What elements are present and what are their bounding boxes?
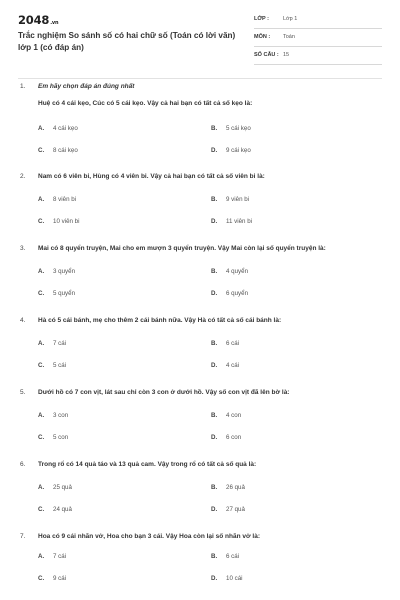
instruction-text: Em hãy chọn đáp án đúng nhất: [38, 83, 135, 90]
answer-option[interactable]: D. 6 quyển: [211, 290, 249, 297]
answer-option[interactable]: C. 24 quả: [38, 506, 72, 513]
answer-option[interactable]: A. 7 cái: [38, 553, 67, 560]
question-number: 4.: [20, 317, 26, 324]
meta-label: MÔN :: [254, 34, 271, 40]
meta-row-count: [254, 50, 382, 65]
meta-label: LỚP :: [254, 16, 269, 22]
answer-option[interactable]: A. 8 viên bi: [38, 196, 77, 203]
logo-text: 2048: [18, 13, 50, 27]
meta-row-class: [254, 14, 382, 29]
meta-value: Toán: [283, 34, 295, 40]
answer-option[interactable]: C. 10 viên bi: [38, 218, 80, 225]
question-text: Mai có 8 quyển truyện, Mai cho em mượn 3 quyển truyện. Vậy Mai còn lại số quyển truyện là:: [38, 245, 326, 252]
answer-option[interactable]: C. 5 cái: [38, 362, 67, 369]
answer-option[interactable]: D. 4 cái: [211, 362, 240, 369]
logo-suffix: .vn: [50, 20, 59, 26]
answer-option[interactable]: B. 6 cái: [211, 553, 240, 560]
meta-label: SỐ CÂU :: [254, 52, 279, 58]
answer-option[interactable]: B. 4 quyển: [211, 268, 249, 275]
question-number: 7.: [20, 533, 26, 540]
answer-option[interactable]: A. 25 quả: [38, 484, 72, 491]
question-number: 5.: [20, 389, 26, 396]
site-logo[interactable]: [18, 13, 58, 27]
question-number: 1.: [20, 83, 26, 90]
worksheet-meta: [254, 14, 382, 68]
answer-option[interactable]: D. 10 cái: [211, 575, 243, 582]
answer-option[interactable]: A. 3 quyển: [38, 268, 76, 275]
question-text: Hoa có 9 cái nhãn vở, Hoa cho bạn 3 cái. Vậy Hoa còn lại số nhãn vở là:: [38, 533, 260, 540]
meta-value: Lớp 1: [283, 16, 298, 22]
answer-option[interactable]: D. 6 con: [211, 434, 242, 441]
answer-option[interactable]: C. 9 cái: [38, 575, 67, 582]
worksheet-header: [0, 0, 400, 72]
meta-row-subject: [254, 32, 382, 47]
question-text: Hà có 5 cái bánh, mẹ cho thêm 2 cái bánh nữa. Vậy Hà có tất cả số cái bánh là:: [38, 317, 282, 324]
answer-option[interactable]: B. 9 viên bi: [211, 196, 250, 203]
answer-option[interactable]: B. 4 con: [211, 412, 242, 419]
answer-option[interactable]: B. 26 quả: [211, 484, 245, 491]
answer-option[interactable]: D. 11 viên bi: [211, 218, 253, 225]
worksheet-title: Trắc nghiệm So sánh số có hai chữ số (Toán có lời văn) lớp 1 (có đáp án): [18, 31, 236, 52]
answer-option[interactable]: A. 4 cái kẹo: [38, 125, 78, 132]
question-number: 3.: [20, 245, 26, 252]
answer-option[interactable]: B. 5 cái kẹo: [211, 125, 251, 132]
question-text: Nam có 6 viên bi, Hùng có 4 viên bi. Vậy cả hai bạn có tất cả số viên bi là:: [38, 173, 265, 180]
answer-option[interactable]: D. 9 cái kẹo: [211, 147, 251, 154]
answer-option[interactable]: D. 27 quả: [211, 506, 245, 513]
question-text: Huệ có 4 cái kẹo, Cúc có 5 cái kẹo. Vậy cả hai bạn có tất cả số kẹo là:: [38, 100, 253, 107]
question-number: 6.: [20, 461, 26, 468]
answer-option[interactable]: C. 8 cái kẹo: [38, 147, 78, 154]
answer-option[interactable]: C. 5 con: [38, 434, 69, 441]
question-text: Trong rổ có 14 quả táo và 13 quả cam. Vậy trong rổ có tất cả số quả là:: [38, 461, 257, 468]
header-divider: [18, 78, 382, 79]
meta-value: 15: [283, 52, 290, 58]
answer-option[interactable]: A. 3 con: [38, 412, 69, 419]
question-text: Dưới hồ có 7 con vịt, lát sau chỉ còn 3 con ở dưới hồ. Vậy số con vịt đã lên bờ là:: [38, 389, 290, 396]
answer-option[interactable]: A. 7 cái: [38, 340, 67, 347]
answer-option[interactable]: B. 6 cái: [211, 340, 240, 347]
answer-option[interactable]: C. 5 quyển: [38, 290, 76, 297]
question-number: 2.: [20, 173, 26, 180]
